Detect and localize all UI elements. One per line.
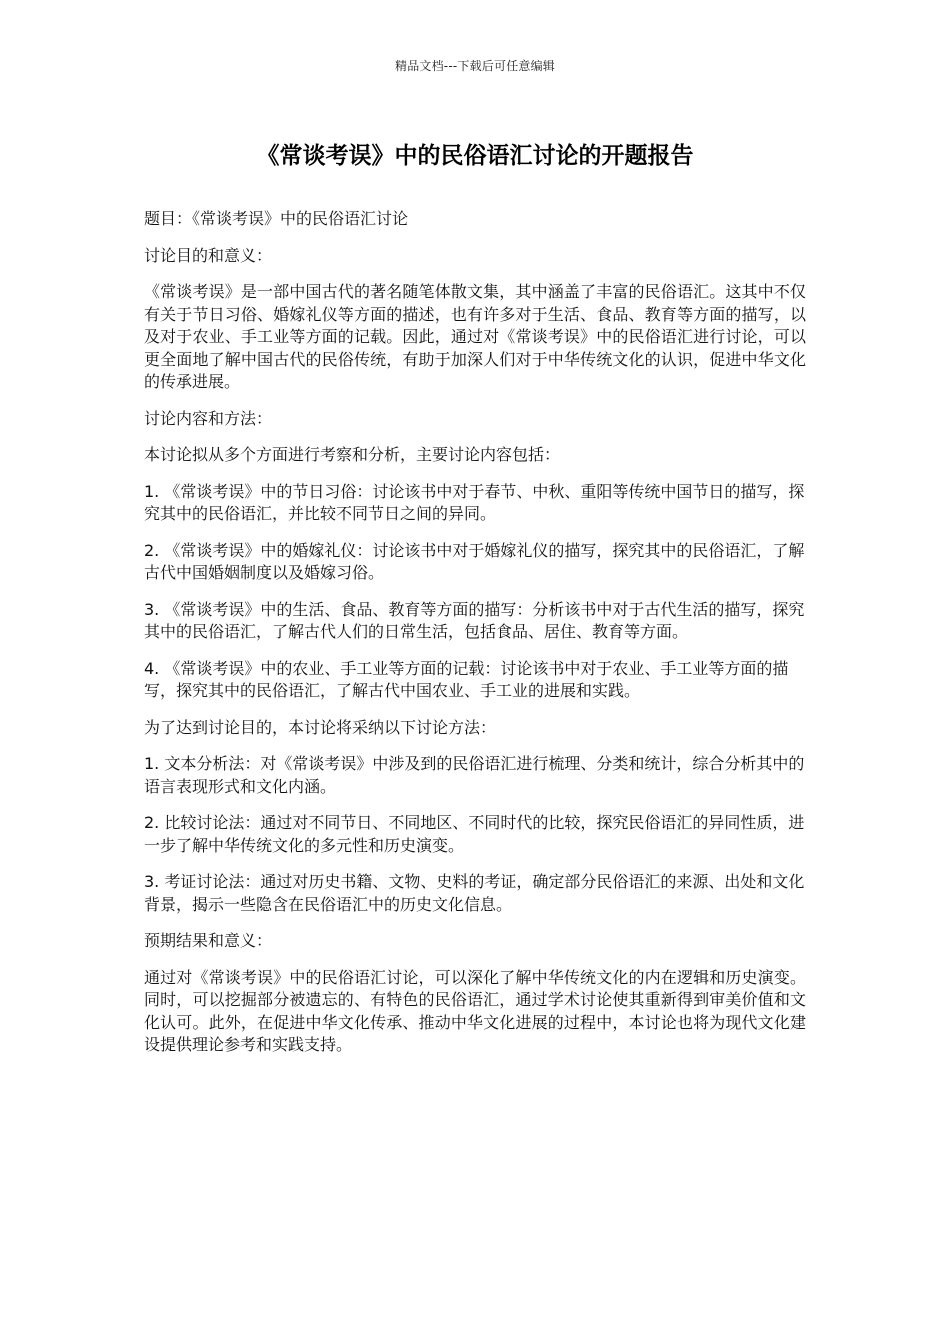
document-title: 《常谈考误》中的民俗语汇讨论的开题报告 bbox=[256, 143, 694, 169]
method-intro-paragraph: 为了达到讨论目的，本讨论将采纳以下讨论方法： bbox=[144, 717, 497, 737]
section-heading-expected-results: 预期结果和意义： bbox=[144, 931, 273, 950]
method-item-3: 3. 考证讨论法：通过对历史书籍、文物、史料的考证，确定部分民俗语汇的来源、出处和文化背景，揭示一些隐含在民俗语汇中的历史文化信息。 bbox=[144, 872, 805, 914]
content-intro-paragraph: 本讨论拟从多个方面进行考察和分析，主要讨论内容包括： bbox=[144, 445, 561, 464]
content-item-3: 3. 《常谈考误》中的生活、食品、教育等方面的描写：分析该书中对于古代生活的描写，探究其中的民俗语汇，了解古代人们的日常生活，包括食品、居住、教育等方面。 bbox=[144, 599, 805, 641]
section-heading-purpose: 讨论目的和意义： bbox=[144, 245, 273, 265]
expected-results-paragraph: 通过对《常谈考误》中的民俗语汇讨论，可以深化了解中华传统文化的内在逻辑和历史演变。同时，可以挖掘部分被遗忘的、有特色的民俗语汇，通过学术讨论使其重新得到审美价值和文化认可。此外，在促进中华文化传承、推动中华文化进展的过程中，本讨论也将为现代文化建设提供理论参考和实践支持。 bbox=[144, 967, 806, 1054]
section-heading-content-method: 讨论内容和方法： bbox=[144, 408, 273, 428]
topic-line: 题目：《常谈考误》中的民俗语汇讨论 bbox=[144, 209, 409, 228]
content-item-2: 2. 《常谈考误》中的婚嫁礼仪：讨论该书中对于婚嫁礼仪的描写，探究其中的民俗语汇，了解古代中国婚姻制度以及婚嫁习俗。 bbox=[144, 540, 805, 582]
document-body bbox=[144, 208, 806, 1071]
content-item-4: 4. 《常谈考误》中的农业、手工业等方面的记载：讨论该书中对于农业、手工业等方面的描写，探究其中的民俗语汇，了解古代中国农业、手工业的进展和实践。 bbox=[144, 658, 789, 700]
purpose-paragraph: 《常谈考误》是一部中国古代的著名随笔体散文集，其中涵盖了丰富的民俗语汇。这其中不仅有关于节日习俗、婚嫁礼仪等方面的描述，也有许多对于生活、食品、教育等方面的描写，以及对于农业、手工业等方面的记载。因此，通过对《常谈考误》中的民俗语汇进行讨论，可以更全面地了解中国古代的民俗传统，有助于加深人们对于中华传统文化的认识，促进中华文化的传承进展。 bbox=[144, 282, 806, 391]
header-note: 精品文档---下载后可任意编辑 bbox=[395, 59, 555, 73]
content-item-1: 1. 《常谈考误》中的节日习俗：讨论该书中对于春节、中秋、重阳等传统中国节日的描写，探究其中的民俗语汇，并比较不同节日之间的异同。 bbox=[144, 481, 805, 523]
method-item-1: 1. 文本分析法：对《常谈考误》中涉及到的民俗语汇进行梳理、分类和统计，综合分析其中的语言表现形式和文化内涵。 bbox=[144, 754, 805, 796]
method-item-2: 2. 比较讨论法：通过对不同节日、不同地区、不同时代的比较，探究民俗语汇的异同性质，进一步了解中华传统文化的多元性和历史演变。 bbox=[144, 813, 805, 855]
